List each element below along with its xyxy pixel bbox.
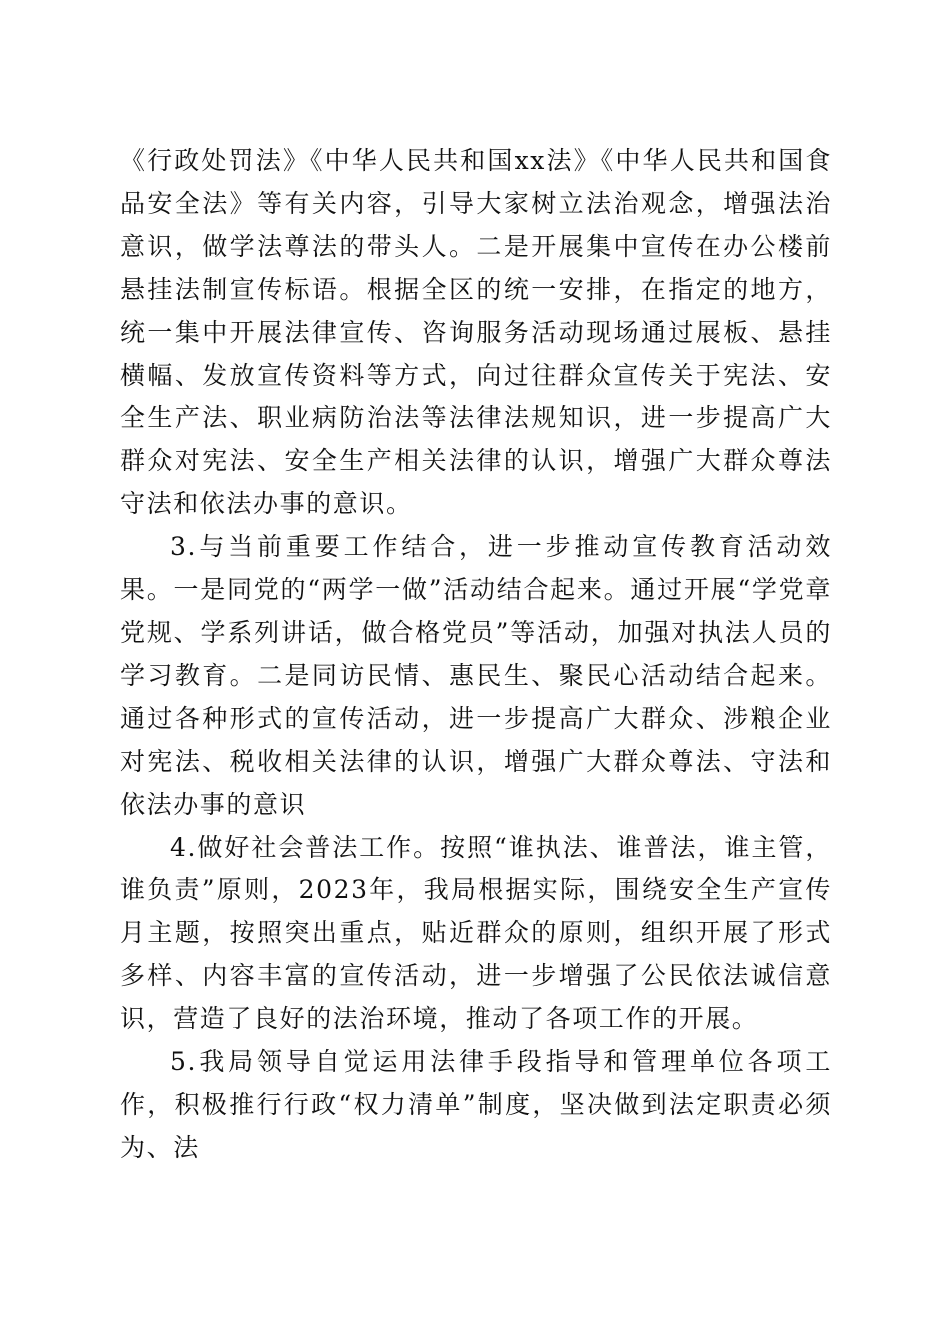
paragraph-continued: 《行政处罚法》《中华人民共和国xx法》《中华人民共和国食品安全法》等有关内容，引导大家树立法治观念，增强法治意识，做学法尊法的带头人。二是开展集中宣传在办公楼前悬挂法制宣传标语。根据全区的统一安排，在指定的地方，统一集中开展法律宣传、咨询服务活动现场通过展板、悬挂横幅、发放宣传资料等方式，向过往群众宣传关于宪法、安全生产法、职业病防治法等法律法规知识，进一步提高广大群众对宪法、安全生产相关法律的认识，增强广大群众尊法守法和依法办事的意识。 bbox=[120, 146, 832, 519]
paragraph-item-5: 5.我局领导自觉运用法律手段指导和管理单位各项工作，积极推行行政“权力清单”制度，坚决做到法定职责必须为、法 bbox=[120, 1047, 832, 1162]
paragraph-item-3: 3.与当前重要工作结合，进一步推动宣传教育活动效果。一是同党的“两学一做”活动结合起来。通过开展“学党章党规、学系列讲话，做合格党员”等活动，加强对执法人员的学习教育。二是同访民情、惠民生、聚民心活动结合起来。通过各种形式的宣传活动，进一步提高广大群众、涉粮企业对宪法、税收相关法律的认识，增强广大群众尊法、守法和依法办事的意识 bbox=[120, 532, 832, 819]
document-body bbox=[120, 140, 832, 1170]
paragraph-item-4: 4.做好社会普法工作。按照“谁执法、谁普法，谁主管，谁负责”原则，2023年，我局根据实际，围绕安全生产宣传月主题，按照突出重点，贴近群众的原则，组织开展了形式多样、内容丰富的宣传活动，进一步增强了公民依法诚信意识，营造了良好的法治环境，推动了各项工作的开展。 bbox=[120, 832, 832, 1034]
